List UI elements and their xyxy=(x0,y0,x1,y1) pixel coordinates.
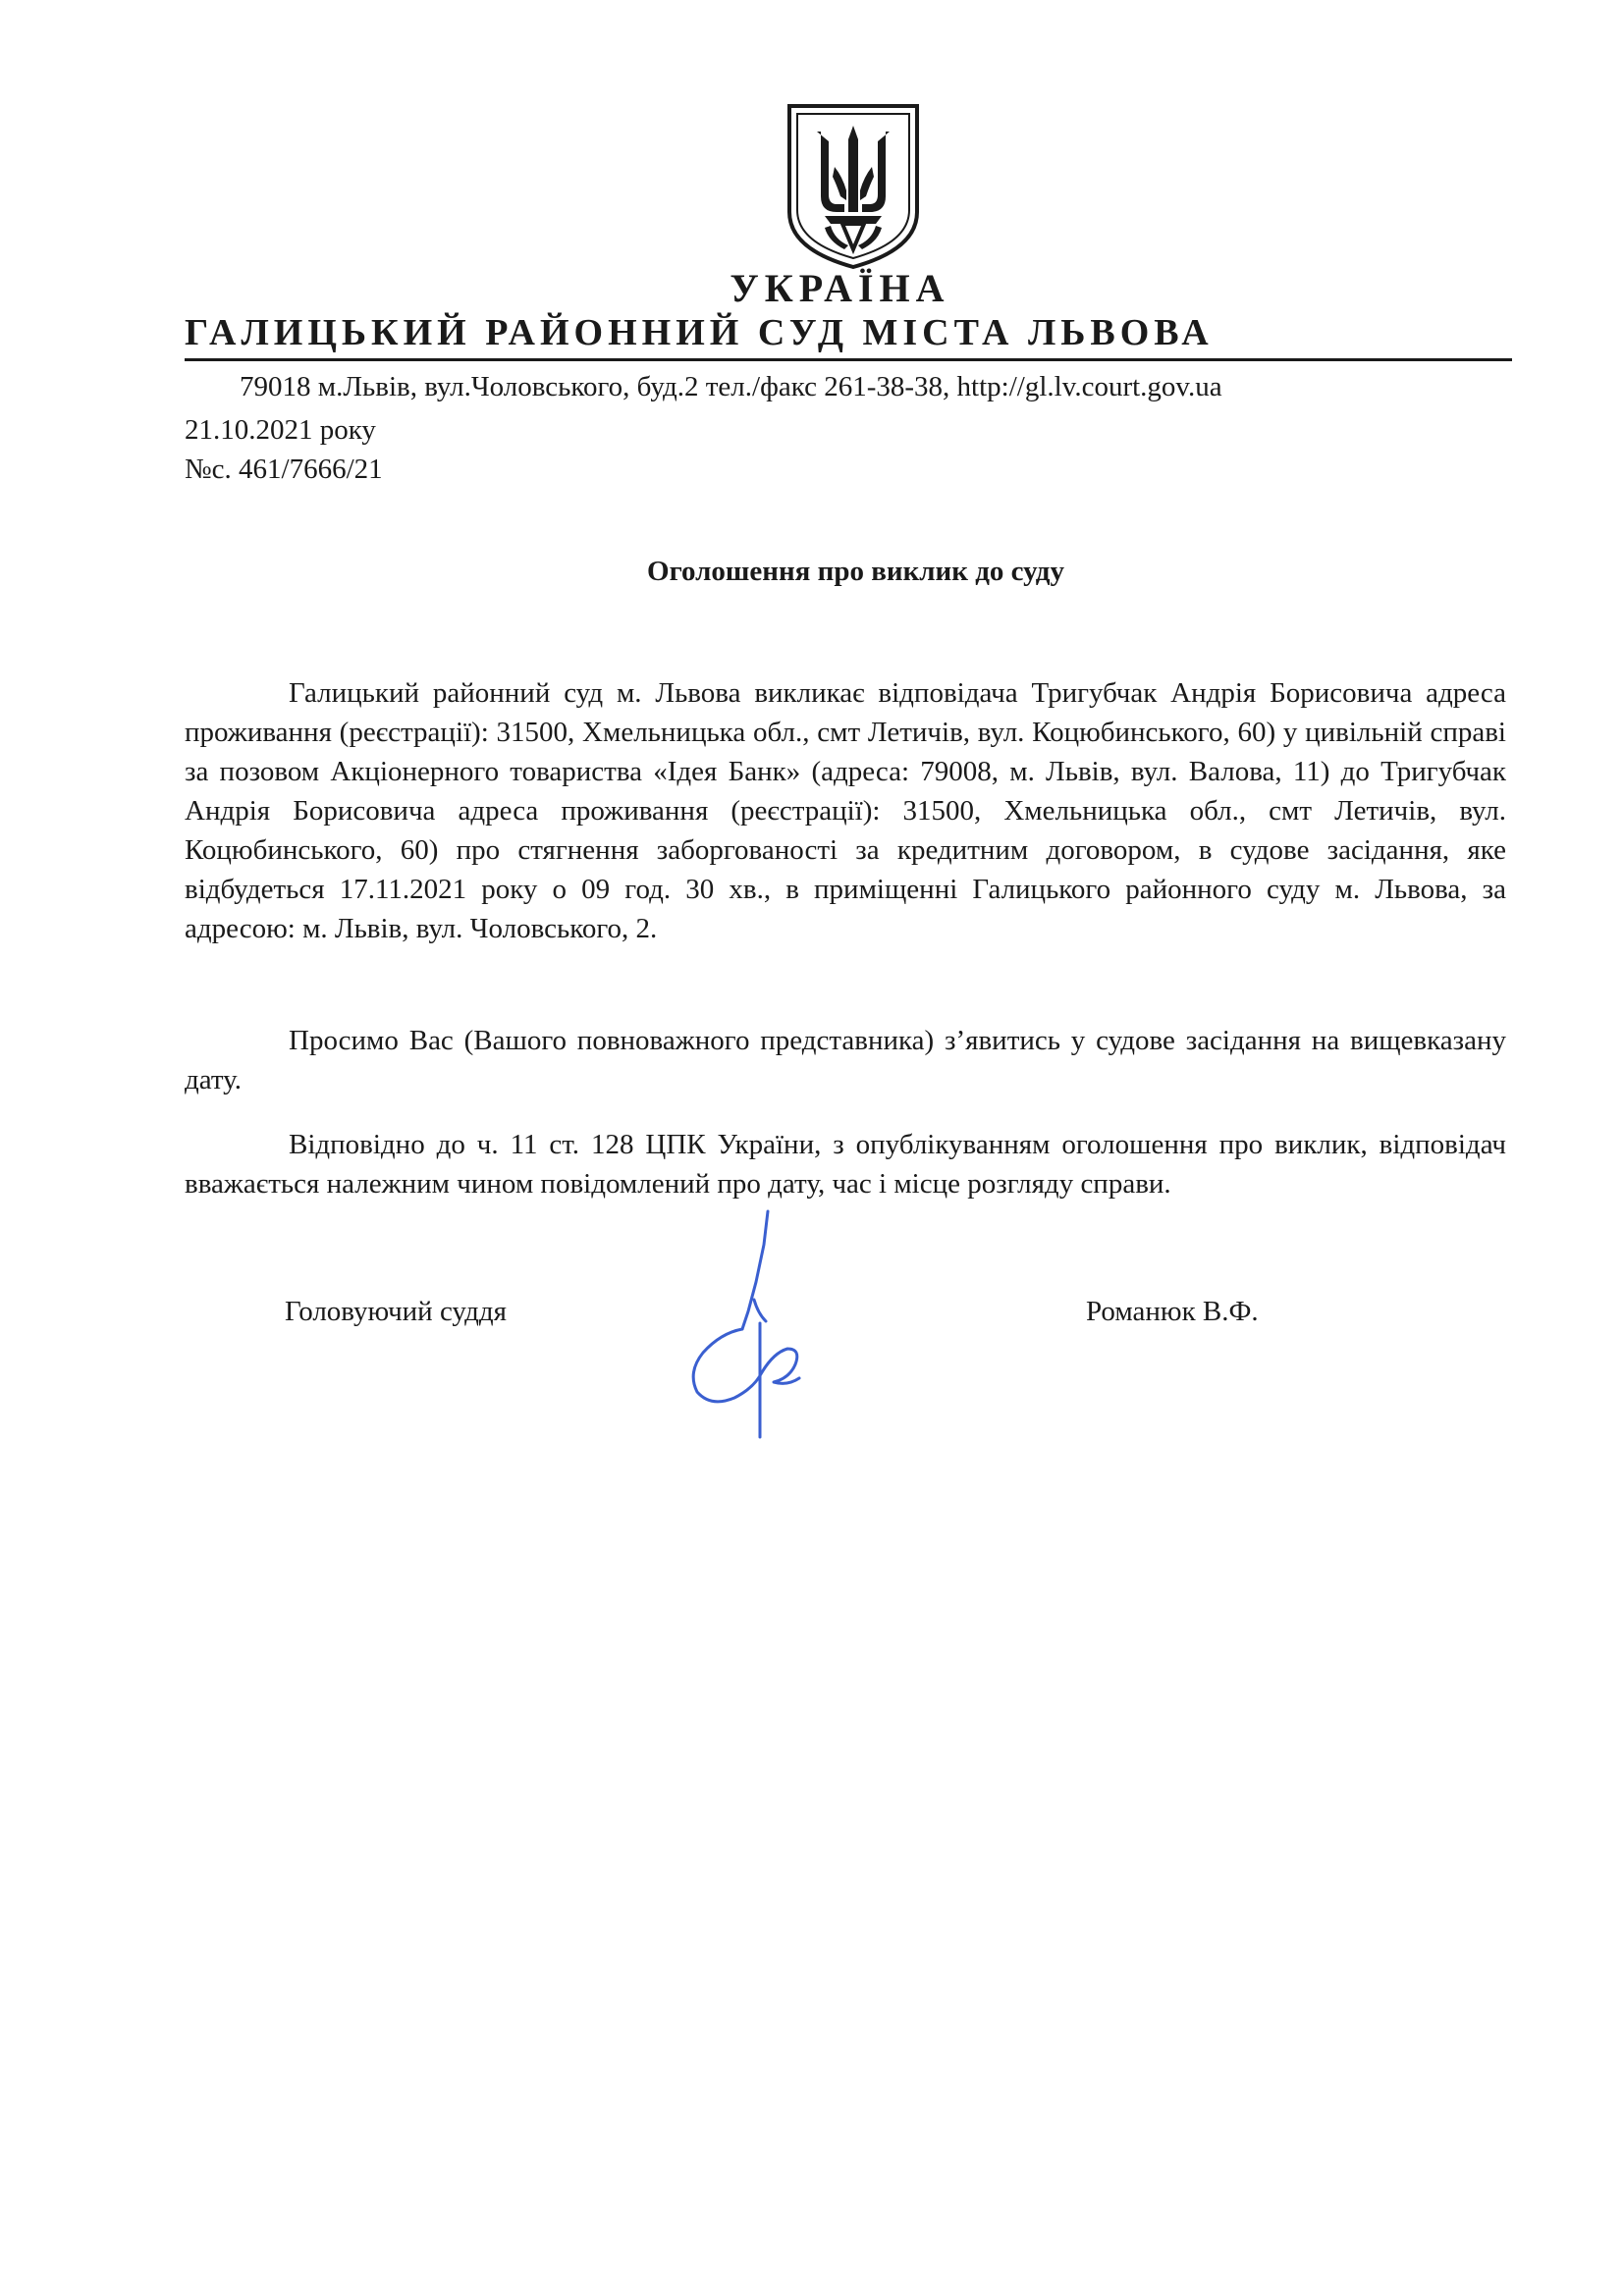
document-date: 21.10.2021 року xyxy=(185,414,376,446)
judge-name: Романюк В.Ф. xyxy=(1086,1296,1259,1327)
country-heading: УКРАЇНА xyxy=(730,266,950,310)
court-contacts: 79018 м.Львів, вул.Чоловського, буд.2 тел./факс 261-38-38, http://gl.lv.court.gov.ua xyxy=(240,371,1222,402)
coat-of-arms-icon xyxy=(785,102,921,271)
document-title: Оголошення про виклик до суду xyxy=(647,556,1064,587)
legal-notice-paragraph: Відповідно до ч. 11 ст. 128 ЦПК України, з опублікуванням оголошення про виклик, відповідач вважається належним чином повідомлений про дату, час і місце розгляду справи. xyxy=(185,1129,1506,1200)
header-divider xyxy=(185,358,1512,361)
case-number: №с. 461/7666/21 xyxy=(185,454,383,485)
court-name-heading: ГАЛИЦЬКИЙ РАЙОННИЙ СУД МІСТА ЛЬВОВА xyxy=(185,312,1214,353)
request-paragraph: Просимо Вас (Вашого повноважного представника) з’явитись у судове засідання на вищевказану дату. xyxy=(185,1025,1506,1095)
judge-signature xyxy=(677,1205,825,1441)
summons-paragraph: Галицький районний суд м. Львова викликає відповідача Тригубчак Андрія Борисовича адреса проживання (реєстрації): 31500, Хмельницька обл., смт Летичів, вул. Коцюбинського, 60) у цивільній справі за позовом Акціонерного товариства «Ідея Банк» (адреса: 79008, м. Львів, вул. Валова, 11) до Тригубчак Андрія Борисовича адреса проживання (реєстрації): 31500, Хмельницька обл., смт Летичів, вул. Коцюбинського, 60) про стягнення заборгованості за кредитним договором, в судове засідання, яке відбудеться 17.11.2021 року о 09 год. 30 хв., в приміщенні Галицького районного суду м. Львова, за адресою: м. Львів, вул. Чоловського, 2. xyxy=(185,677,1506,944)
presiding-judge-label: Головуючий суддя xyxy=(285,1296,507,1327)
